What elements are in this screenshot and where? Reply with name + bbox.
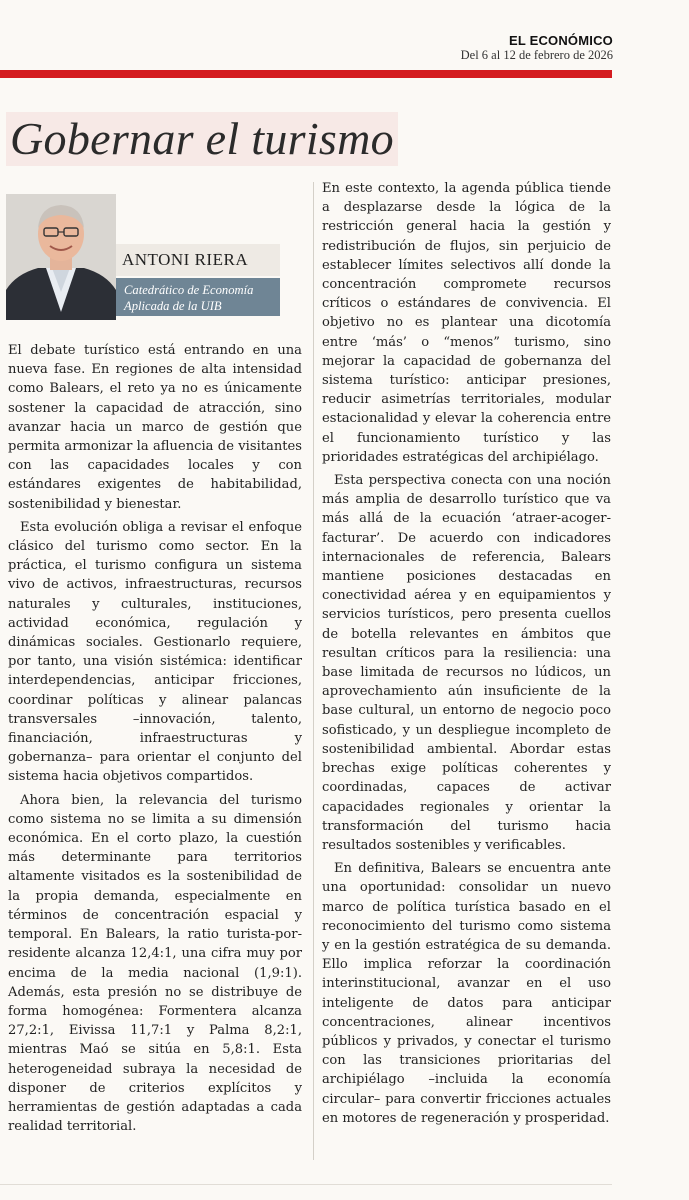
paragraph: El debate turístico está entrando en una nueva fase. En regiones de alta intensidad como Balears, el reto ya no es únicamente sostener la capacidad de atracción, sino avanzar hacia un marco de gestión que permita armonizar la afluencia de visitantes con las capacidades locales y con estándares exigentes de habitabilidad, sostenibilidad y bienestar. xyxy=(8,343,302,512)
newspaper-name: EL ECONÓMICO xyxy=(508,33,613,48)
section-red-bar xyxy=(0,70,612,78)
column-divider xyxy=(313,182,314,1160)
paragraph: En este contexto, la agenda pública tiende a desplazarse desde la lógica de la restricción general hacia la gestión y redistribución de flujos, sin perjuicio de establecer límites selectivos allí donde la concentración compromete recursos críticos o estándares de convivencia. El objetivo no es plantear una dicotomía entre ‘más’ o “menos” turismo, sino mejorar la capacidad de gobernanza del sistema turístico: anticipar presiones, reducir asimetrías territoriales, modular estacionalidad y elevar la coherencia entre el funcionamiento turístico y las prioridades estratégicas del archipiélago. xyxy=(322,181,611,465)
author-name: ANTONI RIERA xyxy=(116,244,280,276)
article-column-2 xyxy=(322,179,611,1128)
paragraph: Esta perspectiva conecta con una noción más amplia de desarrollo turístico que va más allá de la ecuación ‘atraer-acoger-facturar’. De acuerdo con indicadores internacionales de referencia, Balears mantiene posiciones destacadas en conectividad aérea y en equipamientos y servicios turísticos, pero presenta cuellos de botella relevantes en ámbitos que resultan críticos para la resiliencia: una base limitada de recursos no lúdicos, un aprovechamiento aún insuficiente de la base cultural, un entorno de negocio poco sofisticado, y un despliegue incompleto de sostenibilidad ambiental. Abordar estas brechas exige políticas coherentes y coordinadas, capaces de activar capacidades regionales y orientar la transformación del turismo hacia resultados sostenibles y verificables. xyxy=(322,473,611,853)
author-box xyxy=(6,194,280,320)
issue-date: Del 6 al 12 de febrero de 2026 xyxy=(460,48,613,62)
masthead xyxy=(461,33,613,63)
paragraph: Ahora bien, la relevancia del turismo como sistema no se limita a su dimensión económica. En el corto plazo, la cuestión más determinante para territorios altamente visitados es la sostenibilidad de la propia demanda, especialmente en términos de concentración espacial y temporal. En Balears, la ratio turista-por-residente alcanza 12,4:1, una cifra muy por encima de la media nacional (1,9:1). Además, esta presión no se distribuye de forma homogénea: Formentera alcanza 27,2:1, Eivissa 11,7:1 y Palma 8,2:1, mientras Maó se sitúa en 5,8:1. Esta heterogeneidad subraya la necesidad de disponer de criterios explícitos y herramientas de gestión adaptadas a cada realidad territorial. xyxy=(8,792,302,1135)
article-headline: Gobernar el turismo xyxy=(6,112,398,166)
author-role: Catedrático de Economía Aplicada de la UIB xyxy=(116,278,280,316)
paragraph: Esta evolución obliga a revisar el enfoque clásico del turismo como sector. En la práctica, el turismo configura un sistema vivo de activos, infraestructuras, recursos naturales y culturales, instituciones, actividad económica, regulación y dinámicas sociales. Gestionarlo requiere, por tanto, una visión sistémica: identificar interdependencias, anticipar fricciones, coordinar políticas y alinear palancas transversales –innovación, talento, financiación, infraestructuras y gobernanza– para orientar el conjunto del sistema hacia objetivos compartidos. xyxy=(8,519,302,785)
page-bottom-rule xyxy=(0,1184,612,1185)
article-column-1 xyxy=(8,341,302,1136)
author-photo xyxy=(6,194,116,320)
paragraph: En definitiva, Balears se encuentra ante una oportunidad: consolidar un nuevo marco de política turística basado en el reconocimiento del turismo como sistema y en la gestión estratégica de su demanda. Ello implica reforzar la coordinación interinstitucional, avanzar en el uso inteligente de datos para anticipar concentraciones, alinear incentivos públicos y privados, y conectar el turismo con las transiciones prioritarias del archipiélago –incluida la economía circular– para convertir fricciones actuales en motores de regeneración y prosperidad. xyxy=(322,861,611,1126)
